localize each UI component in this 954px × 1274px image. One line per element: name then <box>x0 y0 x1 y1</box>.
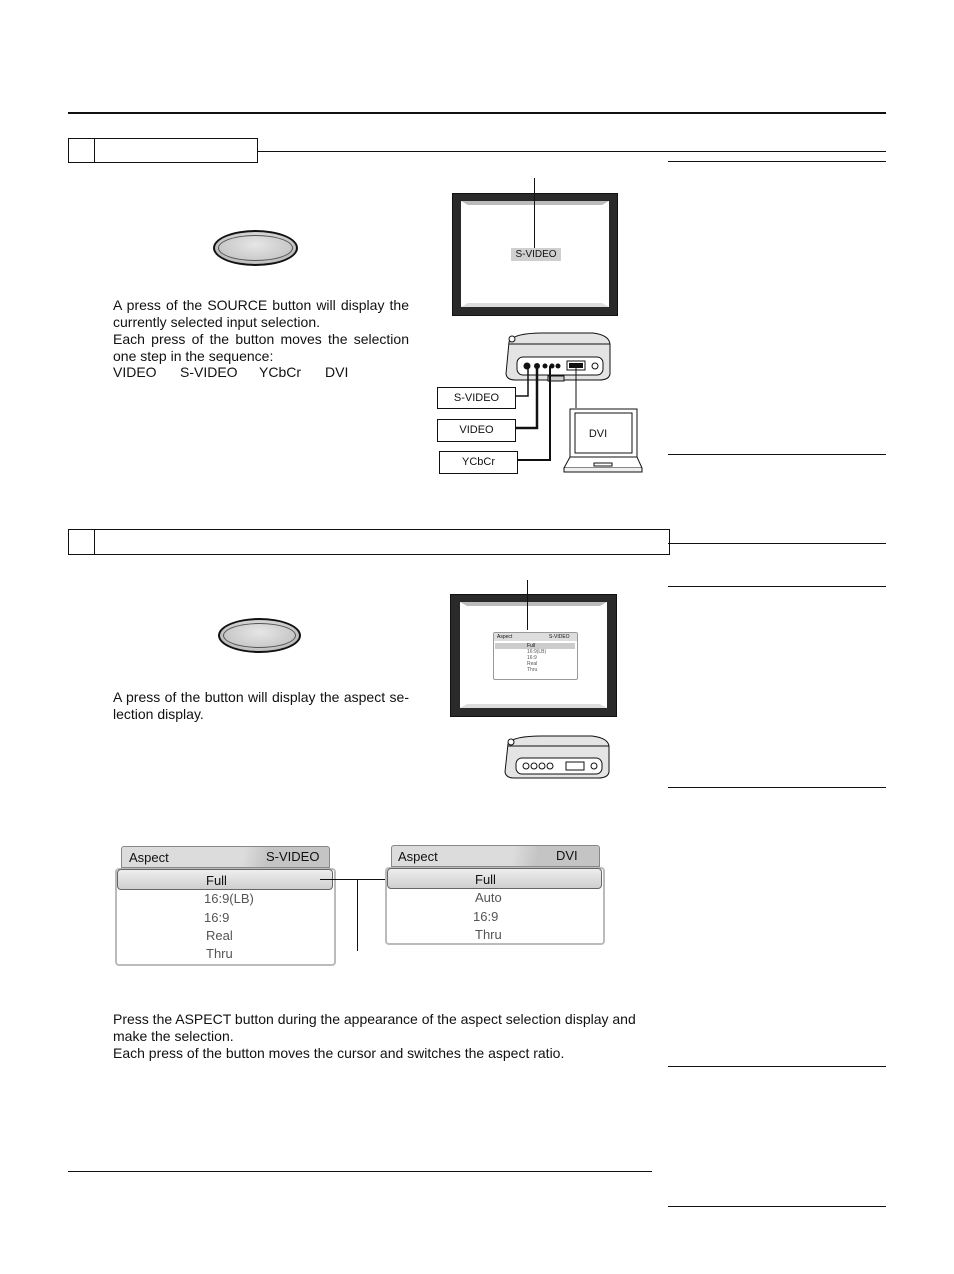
svideo-menu-item: Thru <box>206 946 233 961</box>
projector-graphic-2 <box>502 734 612 780</box>
sequence-dvi: DVI <box>325 364 349 380</box>
laptop-illustration <box>562 408 644 474</box>
mini-menu-source: S-VIDEO <box>549 634 570 640</box>
aspect-desc-line2: lection display. <box>113 706 204 722</box>
svideo-menu-item: Real <box>206 928 233 943</box>
laptop-dvi-label: DVI <box>588 428 608 440</box>
mini-menu-item: Full <box>527 643 536 649</box>
callout-line-2 <box>527 580 528 630</box>
instructions-line3: Each press of the button moves the cursor and switches the aspect ratio. <box>113 1045 565 1061</box>
sidebar-rule-6 <box>668 1066 886 1067</box>
source-desc-line4: one step in the sequence: <box>113 348 274 364</box>
mini-menu-title: Aspect <box>497 634 513 640</box>
svideo-menu-item: 16:9(LB) <box>204 891 254 906</box>
bottom-rule <box>68 1171 652 1172</box>
dvi-menu-item: Thru <box>475 927 502 942</box>
mini-menu-item: 16:9(LB) <box>527 649 547 655</box>
projector-illustration-2 <box>502 734 612 780</box>
aspect-button-illustration <box>218 618 301 653</box>
dvi-menu-header <box>391 845 600 867</box>
section2-title-box <box>94 529 670 555</box>
sequence-svideo: S-VIDEO <box>180 364 238 380</box>
menu-connector-v <box>357 879 358 951</box>
sidebar-rule-5 <box>668 787 886 788</box>
sidebar-rule-1 <box>668 161 886 162</box>
callout-line-1 <box>534 178 535 248</box>
section2-number-box <box>68 529 95 555</box>
instructions-line1: Press the ASPECT button during the appearance of the aspect selection display and <box>113 1011 636 1027</box>
source-button-illustration <box>213 230 298 266</box>
mini-aspect-menu <box>493 632 578 680</box>
source-desc-line3: Each press of the button moves the selection <box>113 331 409 347</box>
input-label-video: VIDEO <box>437 419 516 442</box>
sidebar-rule-4 <box>668 586 886 587</box>
sequence-ycbcr: YCbCr <box>259 364 302 380</box>
mini-menu-header <box>494 633 577 641</box>
mini-menu-item: 16:9 <box>527 655 537 661</box>
sidebar-rule-7 <box>668 1206 886 1207</box>
sidebar-rule-3 <box>668 543 886 544</box>
aspect-desc-line1: A press of the button will display the aspect se- <box>113 689 409 705</box>
dvi-menu-item: Auto <box>475 890 502 905</box>
mini-menu-item: Real <box>527 661 538 667</box>
mini-menu-item: Thru <box>527 667 538 673</box>
svideo-menu-item: 16:9 <box>204 910 230 925</box>
svideo-menu-selected-item: Full <box>206 873 227 888</box>
dvi-menu-item: 16:9 <box>473 909 499 924</box>
svideo-menu-title: Aspect <box>129 850 169 865</box>
section1-number-box <box>68 138 95 163</box>
top-rule <box>68 112 886 114</box>
source-desc-line1: A press of the SOURCE button will display the <box>113 297 409 313</box>
osd-source-label: S-VIDEO <box>511 248 561 261</box>
input-label-ycbcr: YCbCr <box>439 451 518 474</box>
section1-title-box <box>94 138 258 163</box>
svideo-menu-source: S-VIDEO <box>266 849 320 864</box>
laptop-graphic <box>562 408 644 474</box>
dvi-menu-source: DVI <box>556 848 578 863</box>
input-label-svideo: S-VIDEO <box>437 387 516 409</box>
section1-header-rule <box>257 151 886 152</box>
sequence-video: VIDEO <box>113 364 157 380</box>
source-desc-line2: currently selected input selection. <box>113 314 320 330</box>
sidebar-rule-2 <box>668 454 886 455</box>
dvi-menu-selected-item: Full <box>475 872 496 887</box>
svideo-menu-header <box>121 846 330 868</box>
instructions-line2: make the selection. <box>113 1028 234 1044</box>
dvi-menu-title: Aspect <box>398 849 438 864</box>
